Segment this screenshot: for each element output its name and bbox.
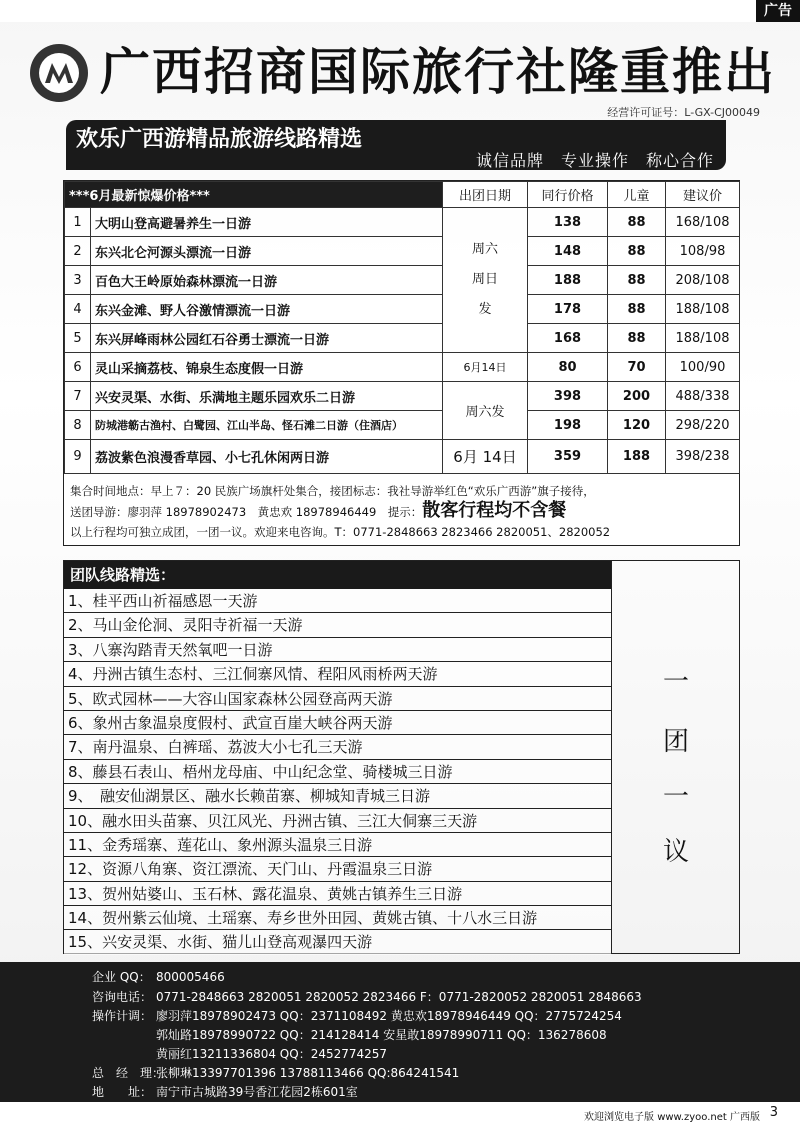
banner-slogan: 诚信品牌 专业操作 称心合作 — [475, 151, 714, 170]
team-section — [63, 560, 740, 954]
sub-banner — [66, 120, 726, 170]
price-table — [64, 181, 740, 474]
table-row — [65, 353, 740, 382]
footer-contacts — [0, 962, 800, 1102]
column-header: 建议价 — [666, 182, 740, 208]
side-char: 团 — [662, 727, 689, 757]
list-item: 4、丹洲古镇生态村、三江侗寨风情、程阳风雨桥两天游 — [64, 662, 611, 686]
list-item: 3、八寨沟踏青天然氧吧一日游 — [64, 638, 611, 662]
adult-price: 198 — [528, 411, 608, 440]
table-row — [65, 411, 740, 440]
contact-staff: 黄丽红13211336804 QQ：2452774257 — [156, 1047, 388, 1061]
side-char: 一 — [662, 782, 689, 812]
notes-line — [70, 501, 734, 522]
child-price: 88 — [608, 295, 666, 324]
adult-price: 168 — [528, 324, 608, 353]
route-name: 百色大王岭原始森林漂流一日游 — [91, 266, 443, 295]
route-name: 东兴北仑河源头漂流一日游 — [91, 237, 443, 266]
row-number: 5 — [65, 324, 91, 353]
row-number: 3 — [65, 266, 91, 295]
child-price: 188 — [608, 440, 666, 474]
suggested-price: 108/98 — [666, 237, 740, 266]
suggested-price: 488/338 — [666, 382, 740, 411]
top-bar — [0, 0, 800, 22]
page-title: 广西招商国际旅行社隆重推出 — [100, 43, 776, 101]
license-number: 经营许可证号：L-GX-CJ00049 — [607, 106, 760, 119]
suggested-price: 188/108 — [666, 324, 740, 353]
notes — [70, 481, 734, 542]
team-side-note — [611, 561, 739, 953]
departure-weekend — [443, 208, 528, 353]
adult-price: 80 — [528, 353, 608, 382]
list-item: 2、马山金伦洞、灵阳寺祈福一天游 — [64, 613, 611, 637]
list-item: 15、兴安灵渠、水街、猫儿山登高观瀑四天游 — [64, 930, 611, 954]
page-number: 3 — [769, 1105, 778, 1120]
list-item: 12、资源八角寨、资江漂流、天门山、丹霞温泉三日游 — [64, 857, 611, 881]
route-name: 东兴屏峰雨林公园红石谷勇士漂流一日游 — [91, 324, 443, 353]
child-price: 88 — [608, 324, 666, 353]
contact-staff: 郭灿路18978990722 QQ：214128414 安星敢18978990711 QQ：136278608 — [156, 1028, 607, 1042]
list-item: 1、桂平西山祈福感恩一天游 — [64, 589, 611, 613]
notes-line: 以上行程均可独立成团，一团一议。欢迎来电咨询。T：0771-2848663 2823466 2820051、2820052 — [70, 525, 611, 539]
contact-staff: 操作计调： 廖羽萍18978902473 QQ：2371108492 黄忠欢18978946449 QQ：2775724254 — [92, 1009, 622, 1023]
column-header: 儿童 — [608, 182, 666, 208]
child-price: 88 — [608, 237, 666, 266]
price-heading: ***6月最新惊爆价格*** — [65, 182, 443, 208]
team-heading: 团队线路精选： — [64, 561, 611, 589]
header — [24, 40, 776, 102]
contact-address: 地 址： 南宁市古城路39号香江花园2栋601室 — [92, 1085, 358, 1099]
list-item: 6、象州古象温泉度假村、武宣百崖大峡谷两天游 — [64, 711, 611, 735]
row-number: 1 — [65, 208, 91, 237]
departure-line: 发 — [478, 302, 492, 317]
route-name: 大明山登高避暑养生一日游 — [91, 208, 443, 237]
column-header: 同行价格 — [528, 182, 608, 208]
departure-date: 6月14日 — [443, 353, 528, 382]
bottom-line — [0, 1102, 800, 1126]
list-item: 5、欧式园林——大容山国家森林公园登高两天游 — [64, 687, 611, 711]
route-name: 兴安灵渠、水街、乐满地主题乐园欢乐二日游 — [91, 382, 443, 411]
adult-price: 398 — [528, 382, 608, 411]
list-item: 13、贺州姑婆山、玉石林、露花温泉、黄姚古镇养生三日游 — [64, 882, 611, 906]
route-name: 东兴金滩、野人谷激情漂流一日游 — [91, 295, 443, 324]
suggested-price: 168/108 — [666, 208, 740, 237]
suggested-price: 208/108 — [666, 266, 740, 295]
notes-line: 集合时间地点：早上７：20 民族广场旗杆处集合，接团标志：我社导游举红色“欢乐广西游”旗子接待， — [70, 484, 595, 498]
column-header: 出团日期 — [443, 182, 528, 208]
child-price: 70 — [608, 353, 666, 382]
route-name: 灵山采摘荔枝、锦泉生态度假一日游 — [91, 353, 443, 382]
row-number: 6 — [65, 353, 91, 382]
child-price: 200 — [608, 382, 666, 411]
table-row — [65, 266, 740, 295]
price-section — [63, 180, 740, 546]
table-row — [65, 208, 740, 237]
side-char: 一 — [662, 667, 689, 697]
table-row — [65, 324, 740, 353]
list-item: 10、融水田头苗寨、贝江风光、丹洲古镇、三江大侗寨三天游 — [64, 809, 611, 833]
banner-title: 欢乐广西游精品旅游线路精选 — [76, 127, 363, 152]
contact-phone: 咨询电话： 0771-2848663 2820051 2820052 2823466 F：0771-2820052 2820051 2848663 — [92, 990, 642, 1004]
contact-gm: 总 经 理：张柳琳13397701396 13788113466 QQ:864241541 — [92, 1066, 460, 1080]
notes-highlight: 散客行程均不含餐 — [422, 500, 567, 521]
contact-qq: 企业 QQ： 800005466 — [92, 970, 225, 984]
adult-price: 188 — [528, 266, 608, 295]
team-list — [64, 589, 611, 955]
adult-price: 178 — [528, 295, 608, 324]
child-price: 88 — [608, 266, 666, 295]
departure-line: 周日 — [471, 272, 498, 287]
suggested-price: 188/108 — [666, 295, 740, 324]
child-price: 88 — [608, 208, 666, 237]
table-row — [65, 295, 740, 324]
row-number: 4 — [65, 295, 91, 324]
side-char: 议 — [662, 837, 689, 867]
departure-saturday: 周六发 — [443, 382, 528, 440]
list-item: 9、 融安仙湖景区、融水长赖苗寨、柳城知青城三日游 — [64, 784, 611, 808]
row-number: 8 — [65, 411, 91, 440]
company-logo-icon — [30, 44, 88, 102]
list-item: 11、金秀瑶寨、莲花山、象州源头温泉三日游 — [64, 833, 611, 857]
suggested-price: 298/220 — [666, 411, 740, 440]
row-number: 7 — [65, 382, 91, 411]
row-number: 2 — [65, 237, 91, 266]
child-price: 120 — [608, 411, 666, 440]
suggested-price: 100/90 — [666, 353, 740, 382]
departure-date: 6月 14日 — [443, 440, 528, 474]
suggested-price: 398/238 — [666, 440, 740, 474]
route-name: 荔波紫色浪漫香草园、小七孔休闲两日游 — [91, 440, 443, 474]
list-item: 14、贺州紫云仙境、土瑶寨、寿乡世外田园、黄姚古镇、十八水三日游 — [64, 906, 611, 930]
notes-guides: 送团导游：廖羽萍 18978902473 黄忠欢 18978946449 提示： — [70, 505, 423, 519]
table-row — [65, 440, 740, 474]
table-row — [65, 237, 740, 266]
adult-price: 359 — [528, 440, 608, 474]
list-item: 8、藤县石表山、梧州龙母庙、中山纪念堂、骑楼城三日游 — [64, 760, 611, 784]
table-row — [65, 382, 740, 411]
list-item: 7、南丹温泉、白裤瑶、荔波大小七孔三天游 — [64, 735, 611, 759]
departure-line: 周六 — [471, 242, 498, 257]
route-name: 防城港簕古渔村、白鹭园、江山半岛、怪石滩二日游（住酒店） — [91, 411, 443, 440]
adult-price: 148 — [528, 237, 608, 266]
ad-tag: 广告 — [756, 0, 800, 22]
adult-price: 138 — [528, 208, 608, 237]
site-credit: 欢迎浏览电子版 www.zyoo.net 广西版 — [584, 1112, 760, 1123]
row-number: 9 — [65, 440, 91, 474]
